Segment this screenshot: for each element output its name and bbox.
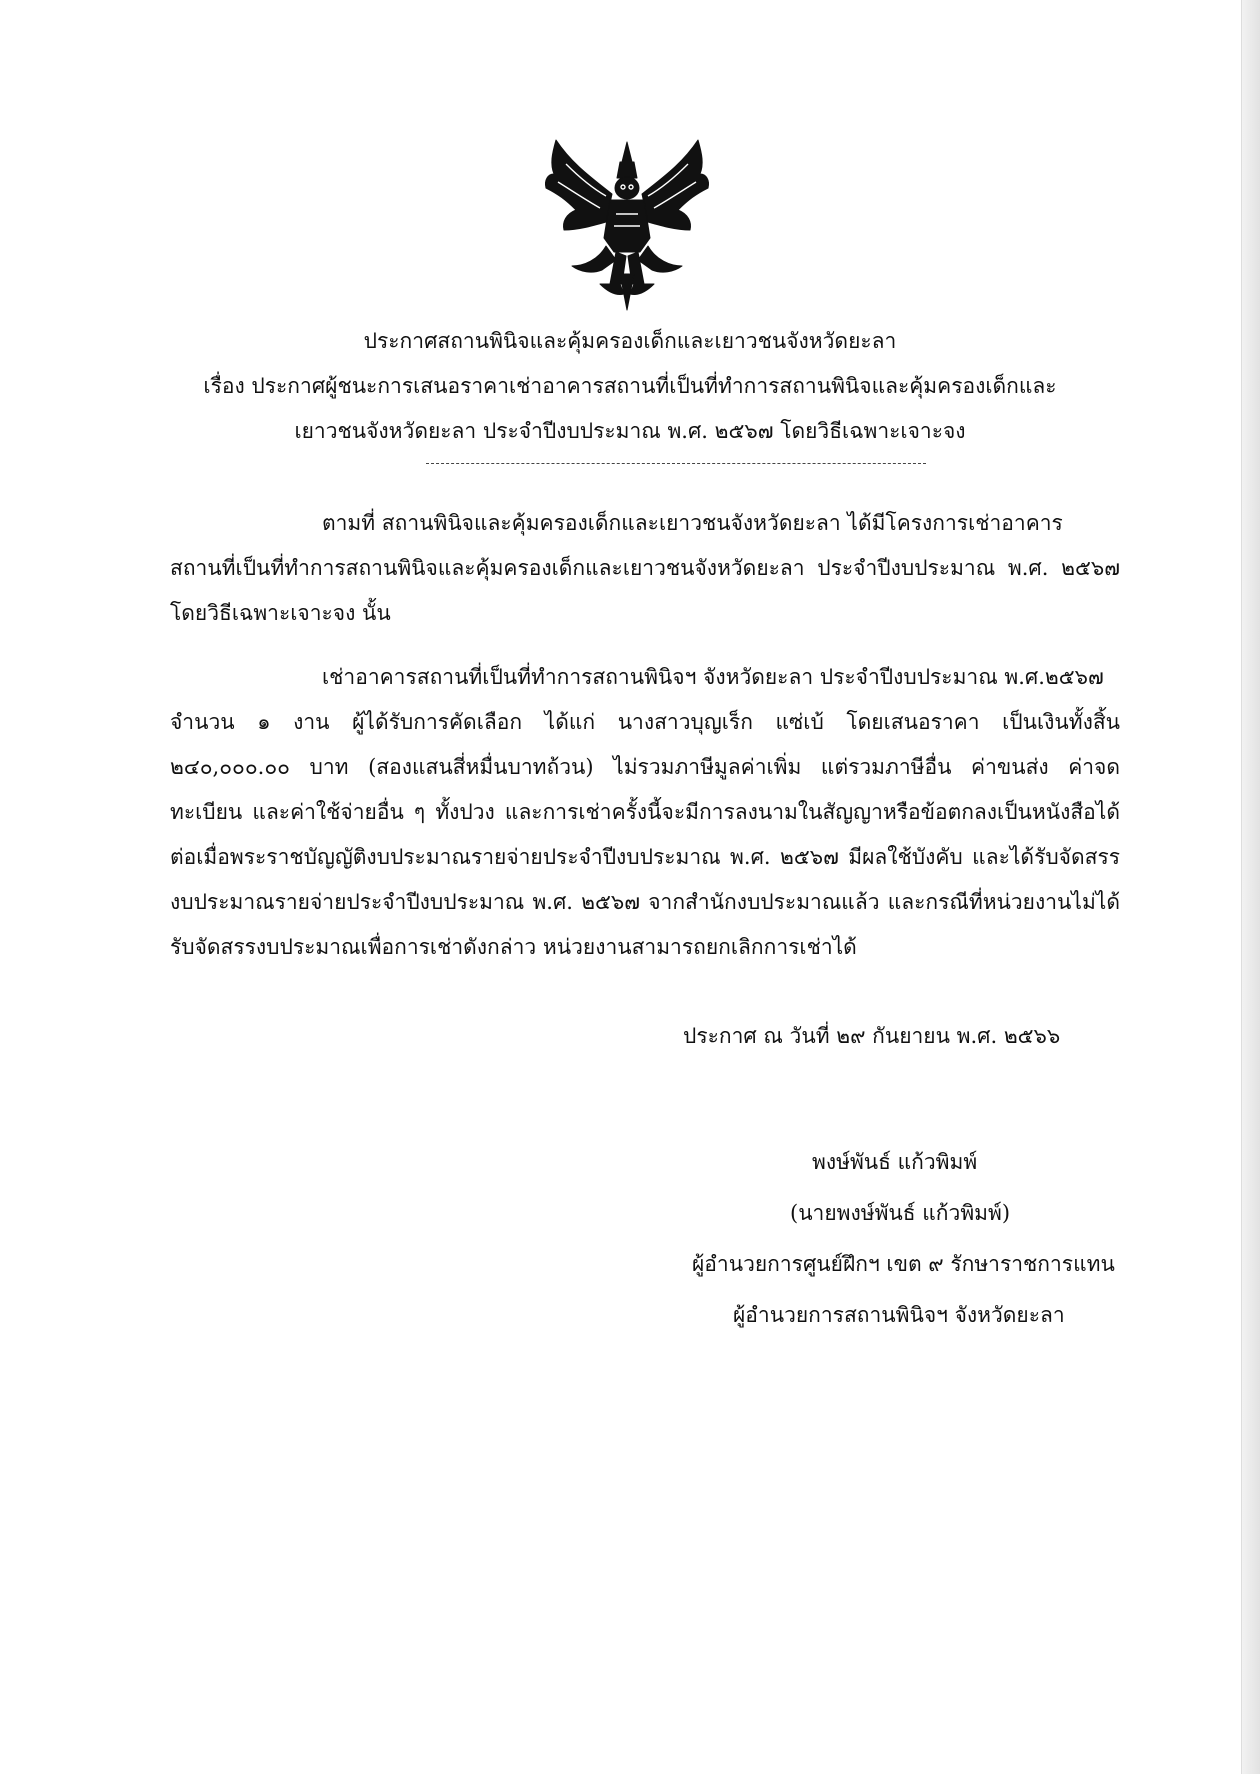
viewer-scroll-edge[interactable] bbox=[1241, 0, 1260, 1774]
announcement-date: ประกาศ ณ วันที่ ๒๙ กันยายน พ.ศ. ๒๕๖๖ bbox=[683, 1024, 1061, 1048]
signature-position-2: ผู้อำนวยการสถานพินิจฯ จังหวัดยะลา bbox=[733, 1303, 1065, 1327]
paragraph-2-line-1: เช่าอาคารสถานที่เป็นที่ทำการสถานพินิจฯ จังหวัดยะลา ประจำปีงบประมาณ พ.ศ.๒๕๖๗ bbox=[322, 665, 1104, 689]
paragraph-2-line-6: งบประมาณรายจ่ายประจำปีงบประมาณ พ.ศ. ๒๕๖๗ จากสำนักงบประมาณแล้ว และกรณีที่หน่วยงานไม่ได้ bbox=[170, 890, 1120, 914]
paragraph-2-line-3: ๒๔๐,๐๐๐.๐๐ บาท (สองแสนสี่หมื่นบาทถ้วน) ไม่รวมภาษีมูลค่าเพิ่ม แต่รวมภาษีอื่น ค่าขนส่ง ค่าจด bbox=[170, 755, 1120, 779]
paragraph-2-line-4: ทะเบียน และค่าใช้จ่ายอื่น ๆ ทั้งปวง และการเช่าครั้งนี้จะมีการลงนามในสัญญาหรือข้อตกลงเป็นหนังสือได้ bbox=[170, 800, 1120, 824]
header-divider bbox=[426, 463, 926, 464]
paragraph-2-line-2: จำนวน ๑ งาน ผู้ได้รับการคัดเลือก ได้แก่ นางสาวบุญเร็ก แซ่เบ้ โดยเสนอราคา เป็นเงินทั้งสิ้น bbox=[170, 710, 1120, 734]
announcement-title: ประกาศสถานพินิจและคุ้มครองเด็กและเยาวชนจังหวัดยะลา bbox=[363, 329, 897, 353]
paragraph-1-line-1: ตามที่ สถานพินิจและคุ้มครองเด็กและเยาวชนจังหวัดยะลา ได้มีโครงการเช่าอาคาร bbox=[322, 511, 1063, 535]
garuda-emblem-icon bbox=[536, 134, 718, 312]
subject-line-1: เรื่อง ประกาศผู้ชนะการเสนอราคาเช่าอาคารสถานที่เป็นที่ทำการสถานพินิจและคุ้มครองเด็กและ bbox=[203, 374, 1057, 398]
signature-full-name: (นายพงษ์พันธ์ แก้วพิมพ์) bbox=[790, 1201, 1011, 1225]
signature-position-1: ผู้อำนวยการศูนย์ฝึกฯ เขต ๙ รักษาราชการแทน bbox=[692, 1252, 1115, 1276]
paragraph-1-line-2: สถานที่เป็นที่ทำการสถานพินิจและคุ้มครองเด็กและเยาวชนจังหวัดยะลา ประจำปีงบประมาณ พ.ศ. ๒๕๖๗ bbox=[170, 556, 1120, 580]
paragraph-2-line-5: ต่อเมื่อพระราชบัญญัติงบประมาณรายจ่ายประจำปีงบประมาณ พ.ศ. ๒๕๖๗ มีผลใช้บังคับ และได้รับจัดสรร bbox=[170, 845, 1120, 869]
signature-name: พงษ์พันธ์ แก้วพิมพ์ bbox=[812, 1150, 978, 1174]
subject-line-2: เยาวชนจังหวัดยะลา ประจำปีงบประมาณ พ.ศ. ๒๕๖๗ โดยวิธีเฉพาะเจาะจง bbox=[294, 419, 966, 443]
paragraph-1-line-3: โดยวิธีเฉพาะเจาะจง นั้น bbox=[170, 601, 391, 625]
paragraph-2-line-7: รับจัดสรรงบประมาณเพื่อการเช่าดังกล่าว หน่วยงานสามารถยกเลิกการเช่าได้ bbox=[170, 935, 857, 959]
